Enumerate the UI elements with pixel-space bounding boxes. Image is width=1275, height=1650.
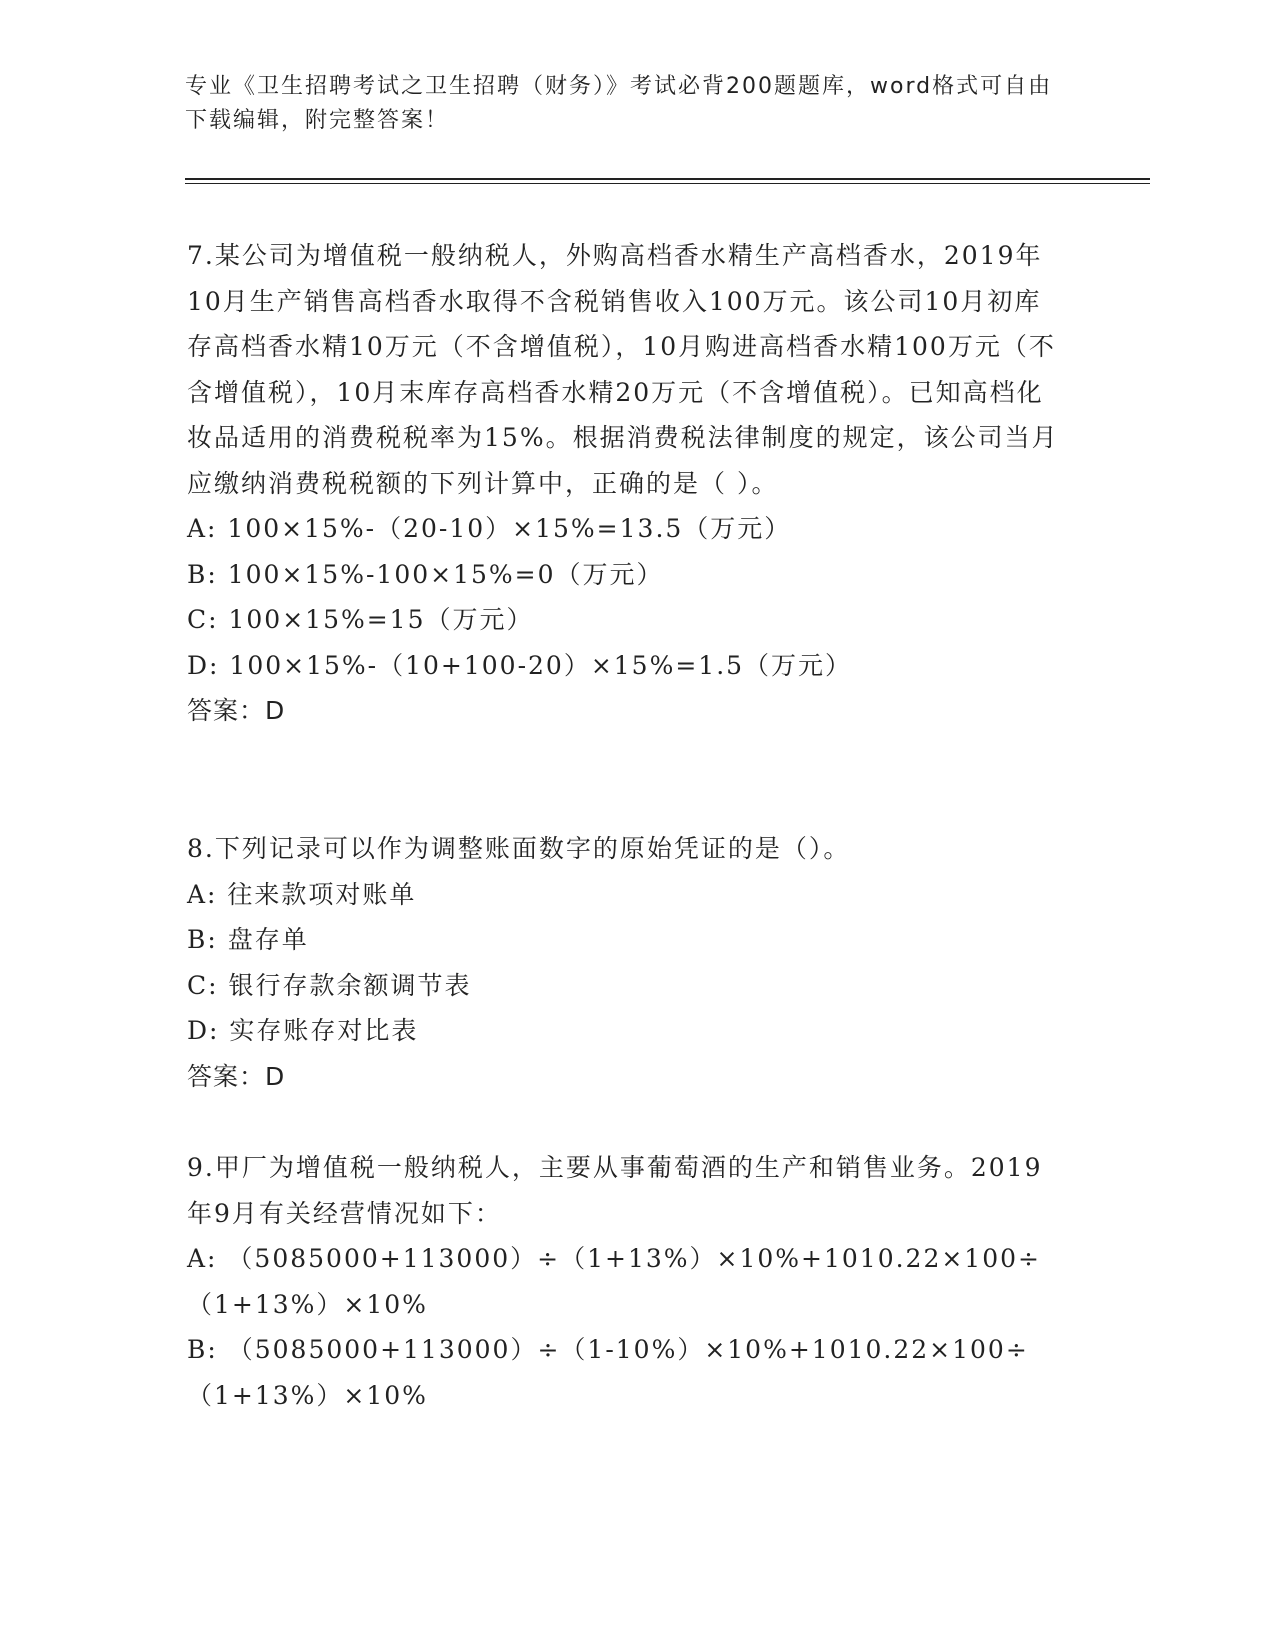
question-stem: 7.某公司为增值税一般纳税人，外购高档香水精生产高档香水，2019年10月生产销售高档香水取得不含税销售收入100万元。该公司10月初库存高档香水精10万元（不含增值税），10月购进高档香水精100万元（不含增值税），10月末库存高档香水精20万元（不含增值税）。已知高档化妆品适用的消费税税率为15%。根据消费税法律制度的规定，该公司当月应缴纳消费税税额的下列计算中，正确的是（ ）。 [187,241,1059,498]
option-c: C: 银行存款余额调节表 [187,970,472,1000]
option-a: A: 往来款项对账单 [187,879,417,909]
option-d: D: 100×15%-（10+100-20）×15%=1.5（万元） [187,650,853,680]
option-b: B: 盘存单 [187,925,309,954]
option-b: B: （5085000+113000）÷（1-10%）×10%+1010.22×100÷（1+13%）×10% [187,1335,1029,1410]
document-title: 专业《卫生招聘考试之卫生招聘（财务）》考试必背200题题库，word格式可自由下载编辑，附完整答案！ [185,74,1053,133]
question-stem: 9.甲厂为增值税一般纳税人，主要从事葡萄酒的生产和销售业务。2019年9月有关经营情况如下： [187,1153,1043,1228]
option-d: D: 实存账存对比表 [187,1016,419,1045]
question-stem: 8.下列记录可以作为调整账面数字的原始凭证的是（）。 [187,834,851,863]
option-b: B: 100×15%-100×15%=0（万元） [187,559,664,589]
option-a: A: （5085000+113000）÷（1+13%）×10%+1010.22×100÷（1+13%）×10% [187,1244,1041,1319]
question-8 [187,826,1067,1099]
question-7 [187,233,1067,734]
question-9 [187,1145,1067,1418]
document-header [185,70,1065,138]
option-c: C: 100×15%=15（万元） [187,605,534,634]
header-divider-thin [185,183,1150,184]
header-divider [185,178,1150,180]
answer: 答案：D [187,1061,286,1091]
answer: 答案：D [187,696,286,725]
option-a: A: 100×15%-（20-10）×15%=13.5（万元） [187,514,792,543]
